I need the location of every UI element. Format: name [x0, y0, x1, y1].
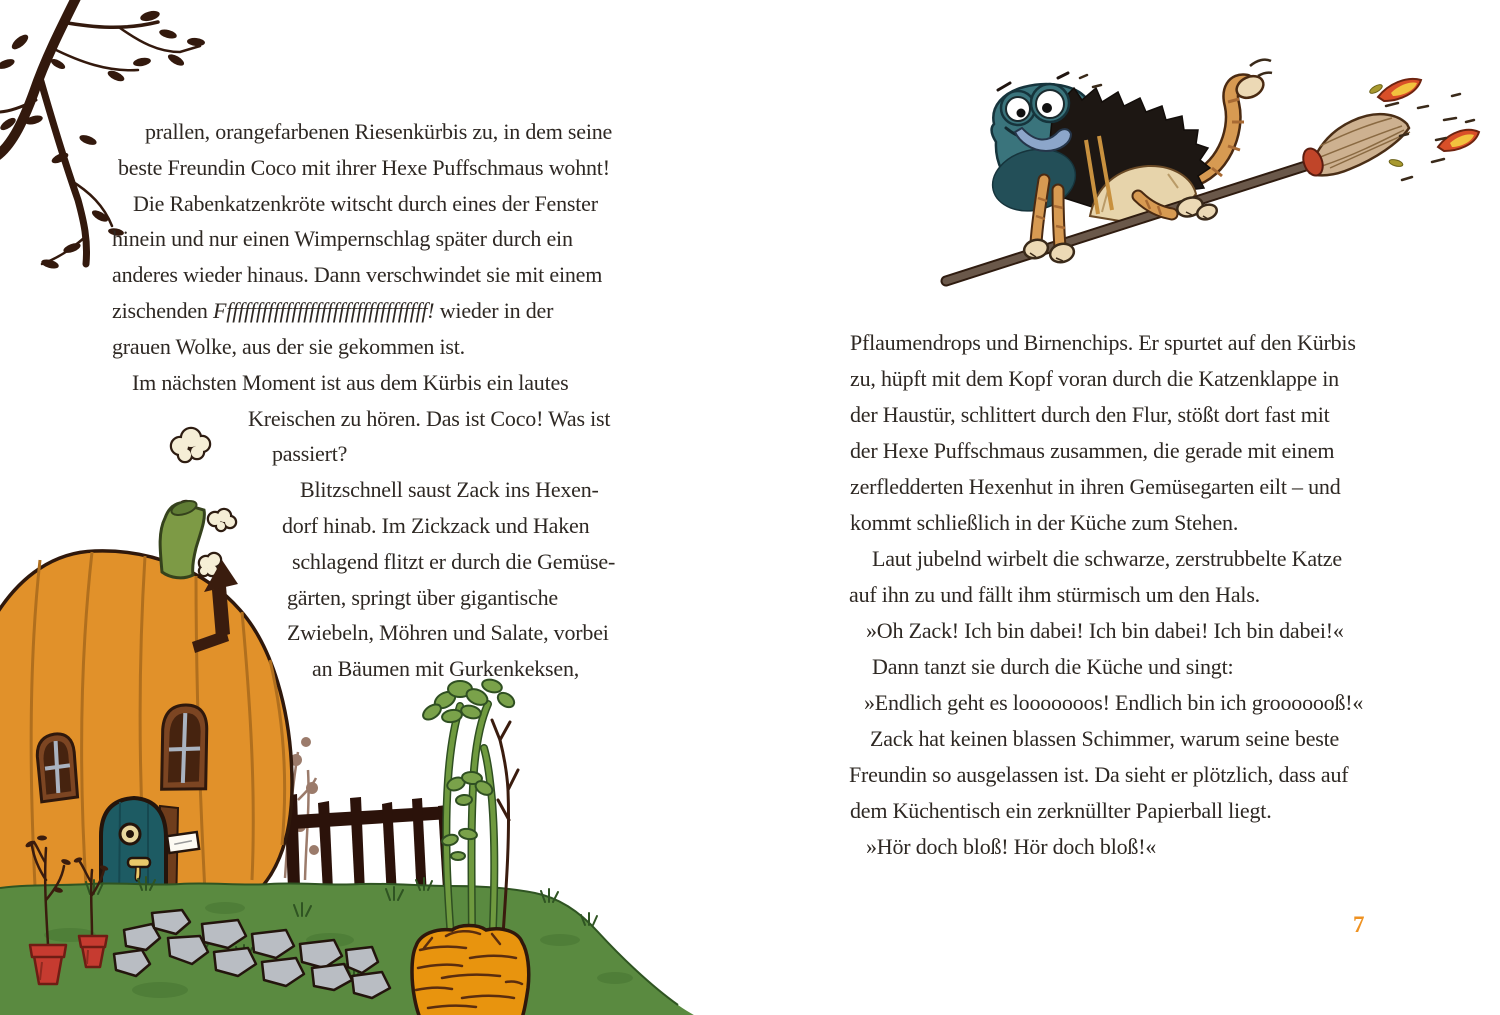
page-number: 7: [1353, 912, 1365, 937]
pumpkin-house: [0, 498, 292, 919]
text-line: schlagend flitzt er durch die Gemüse-: [292, 549, 616, 574]
giant-carrot: [412, 926, 529, 1015]
text-line: »Endlich geht es looooooos! Endlich bin ich grooooooß!«: [864, 690, 1364, 715]
text-line: an Bäumen mit Gurkenkeksen,: [312, 656, 580, 681]
text-line: der Hexe Puffschmaus zusammen, die gerade mit einem: [850, 438, 1335, 463]
raven-cat-toad-on-broom-illustration: [930, 40, 1485, 300]
pumpkin-stem: [160, 498, 204, 578]
pumpkin-house-garden-illustration: [0, 420, 760, 1015]
door-sign: [167, 832, 199, 853]
text-line: auf ihn zu und fällt ihm stürmisch um den Hals.: [849, 582, 1260, 607]
broom-bristles: [1300, 114, 1410, 178]
text-line: dem Küchentisch ein zerknüllter Papierball liegt.: [850, 798, 1272, 823]
text-line: anderes wieder hinaus. Dann verschwindet sie mit einem: [112, 262, 603, 287]
text-line: der Haustür, schlittert durch den Flur, stößt dort fast mit: [850, 402, 1330, 427]
hiss-sound-italic: Fffffffffffffffffffffffffffffffffff!: [213, 298, 435, 323]
text-line: »Oh Zack! Ich bin dabei! Ich bin dabei! Ich bin dabei!«: [866, 618, 1344, 643]
text-line: kommt schließlich in der Küche zum Stehen.: [850, 510, 1239, 535]
window-right: [161, 704, 209, 791]
text-line: beste Freundin Coco mit ihrer Hexe Puffschmaus wohnt!: [118, 155, 610, 180]
door-handle: [128, 858, 150, 867]
text-line: Laut jubelnd wirbelt die schwarze, zerstrubbelte Katze: [872, 546, 1342, 571]
text-line: Blitzschnell saust Zack ins Hexen-: [300, 477, 599, 502]
text-line: gärten, springt über gigantische: [287, 585, 558, 610]
text-line: prallen, orangefarbenen Riesenkürbis zu, in dem seine: [145, 119, 613, 144]
text-line: zu, hüpft mit dem Kopf voran durch die Katzenklappe in: [850, 366, 1339, 391]
text-line: dorf hinab. Im Zickzack und Haken: [282, 513, 590, 538]
text-line: grauen Wolke, aus der sie gekommen ist.: [112, 334, 465, 359]
text-line: Dann tanzt sie durch die Küche und singt:: [872, 654, 1234, 679]
text-line: zischenden Fffffffffffffffffffffffffffffffffff! wieder in der: [112, 298, 554, 323]
text-line: passiert?: [272, 441, 348, 466]
text-line: Kreischen zu hören. Das ist Coco! Was ist: [248, 406, 611, 431]
window-left: [36, 733, 77, 802]
text-line: Zwiebeln, Möhren und Salate, vorbei: [287, 620, 609, 645]
text-line: »Hör doch bloß! Hör doch bloß!«: [866, 834, 1157, 859]
text-line: Im nächsten Moment ist aus dem Kürbis ein lautes: [132, 370, 569, 395]
text-line: Die Rabenkatzenkröte witscht durch eines der Fenster: [133, 191, 598, 216]
text-line: Freundin so ausgelassen ist. Da sieht er plötzlich, dass auf: [849, 762, 1349, 787]
text-line: hinein und nur einen Wimpernschlag später durch ein: [112, 226, 573, 251]
text-line: Zack hat keinen blassen Schimmer, warum seine beste: [870, 726, 1340, 751]
text-line: Pflaumendrops und Birnenchips. Er spurtet auf den Kürbis: [850, 330, 1356, 355]
text-line: zerfledderten Hexenhut in ihren Gemüsegarten eilt – und: [850, 474, 1341, 499]
